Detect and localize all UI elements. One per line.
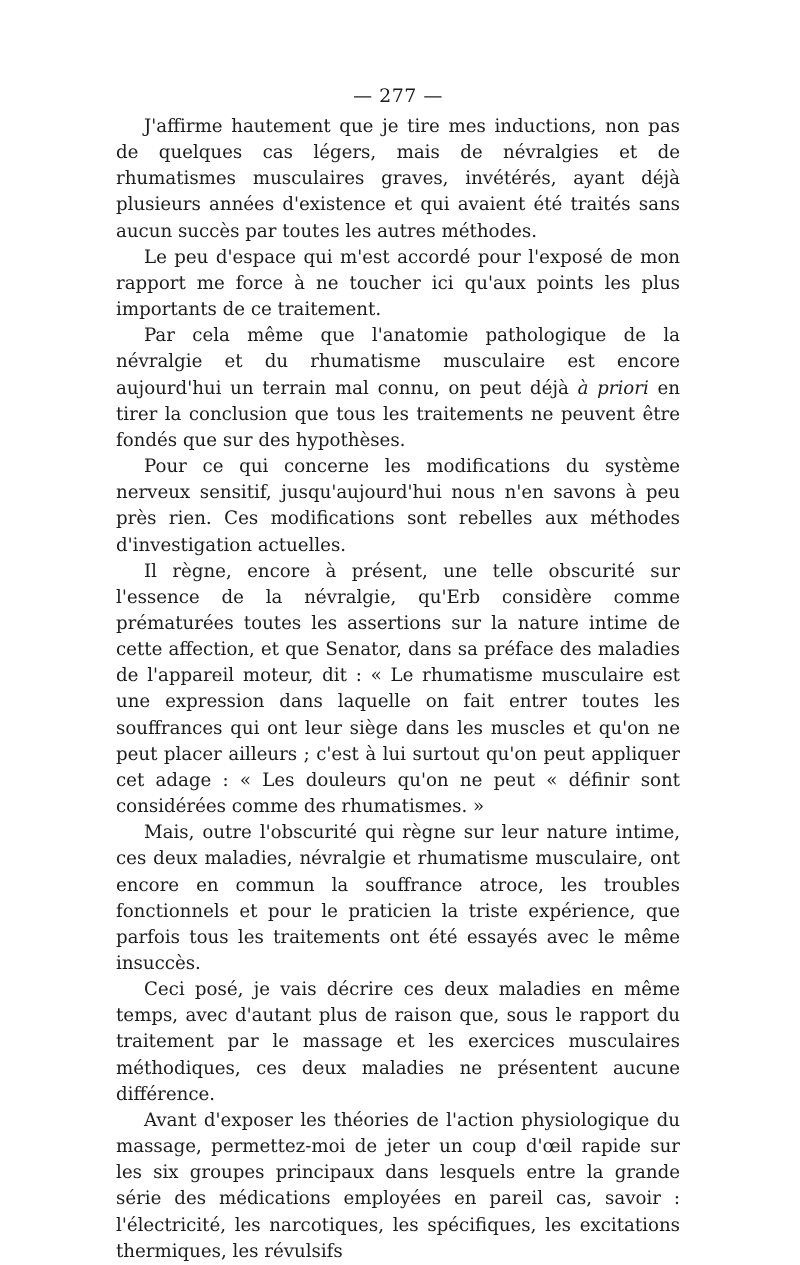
paragraph-4: Pour ce qui concerne les modifications du système nerveux sensitif, jusqu'aujourd'hui nous n'en savons à peu près rien. Ces modifications sont rebelles aux méthodes d'investigation actuelles. xyxy=(116,456,680,556)
document-page xyxy=(116,84,680,1265)
paragraph-3-italic-a-priori: à priori xyxy=(577,377,649,399)
paragraph-7: Ceci posé, je vais décrire ces deux maladies en même temps, avec d'autant plus de raison que, sous le rapport du traitement par le massage et les exercices musculaires méthodiques, ces deux maladies ne présentent aucune différence. xyxy=(116,979,680,1105)
page-number: — 277 — xyxy=(353,85,443,107)
paragraph-3-after: en tirer la conclusion que tous les traitements ne peuvent être fondés que sur des hypothèses. xyxy=(116,377,680,451)
paragraph-3-before: Par cela même que l'anatomie pathologique de la névralgie et du rhumatisme musculaire est encore aujourd'hui un terrain mal connu, on peut déjà xyxy=(116,325,680,399)
paragraph-3 xyxy=(116,323,680,454)
paragraph-2: Le peu d'espace qui m'est accordé pour l'exposé de mon rapport me force à ne toucher ici qu'aux points les plus importants de ce traitement. xyxy=(116,246,680,321)
paragraph-1: J'affirme hautement que je tire mes inductions, non pas de quelques cas légers, mais de névralgies et de rhumatismes musculaires graves, invétérés, ayant déjà plusieurs années d'existence et qui avaient été traités sans aucun succès par toutes les autres méthodes. xyxy=(116,116,680,242)
paragraph-8: Avant d'exposer les théories de l'action physiologique du massage, permettez-moi de jeter un coup d'œil rapide sur les six groupes principaux dans lesquels entre la grande série des médications employées en pareil cas, savoir : l'électricité, les narcotiques, les spécifiques, les excitations thermiques, les révulsifs xyxy=(116,1109,680,1262)
paragraph-6: Mais, outre l'obscurité qui règne sur leur nature intime, ces deux maladies, névralgie et rhumatisme musculaire, ont encore en commun la souffrance atroce, les troubles fonctionnels et pour le praticien la triste expérience, que parfois tous les traitements ont été essayés avec le même insuccès. xyxy=(116,822,680,974)
paragraph-5: Il règne, encore à présent, une telle obscurité sur l'essence de la névralgie, qu'Erb considère comme prématurées toutes les assertions sur la nature intime de cette affection, et que Senator, dans sa préface des maladies de l'appareil moteur, dit : « Le rhumatisme musculaire est une expression dans laquelle on fait entrer toutes les souffrances qui ont leur siège dans les muscles et qu'on ne peut placer ailleurs ; c'est à lui surtout qu'on peut appliquer cet adage : « Les douleurs qu'on ne peut « définir sont considérées comme des rhumatismes. » xyxy=(116,560,680,818)
